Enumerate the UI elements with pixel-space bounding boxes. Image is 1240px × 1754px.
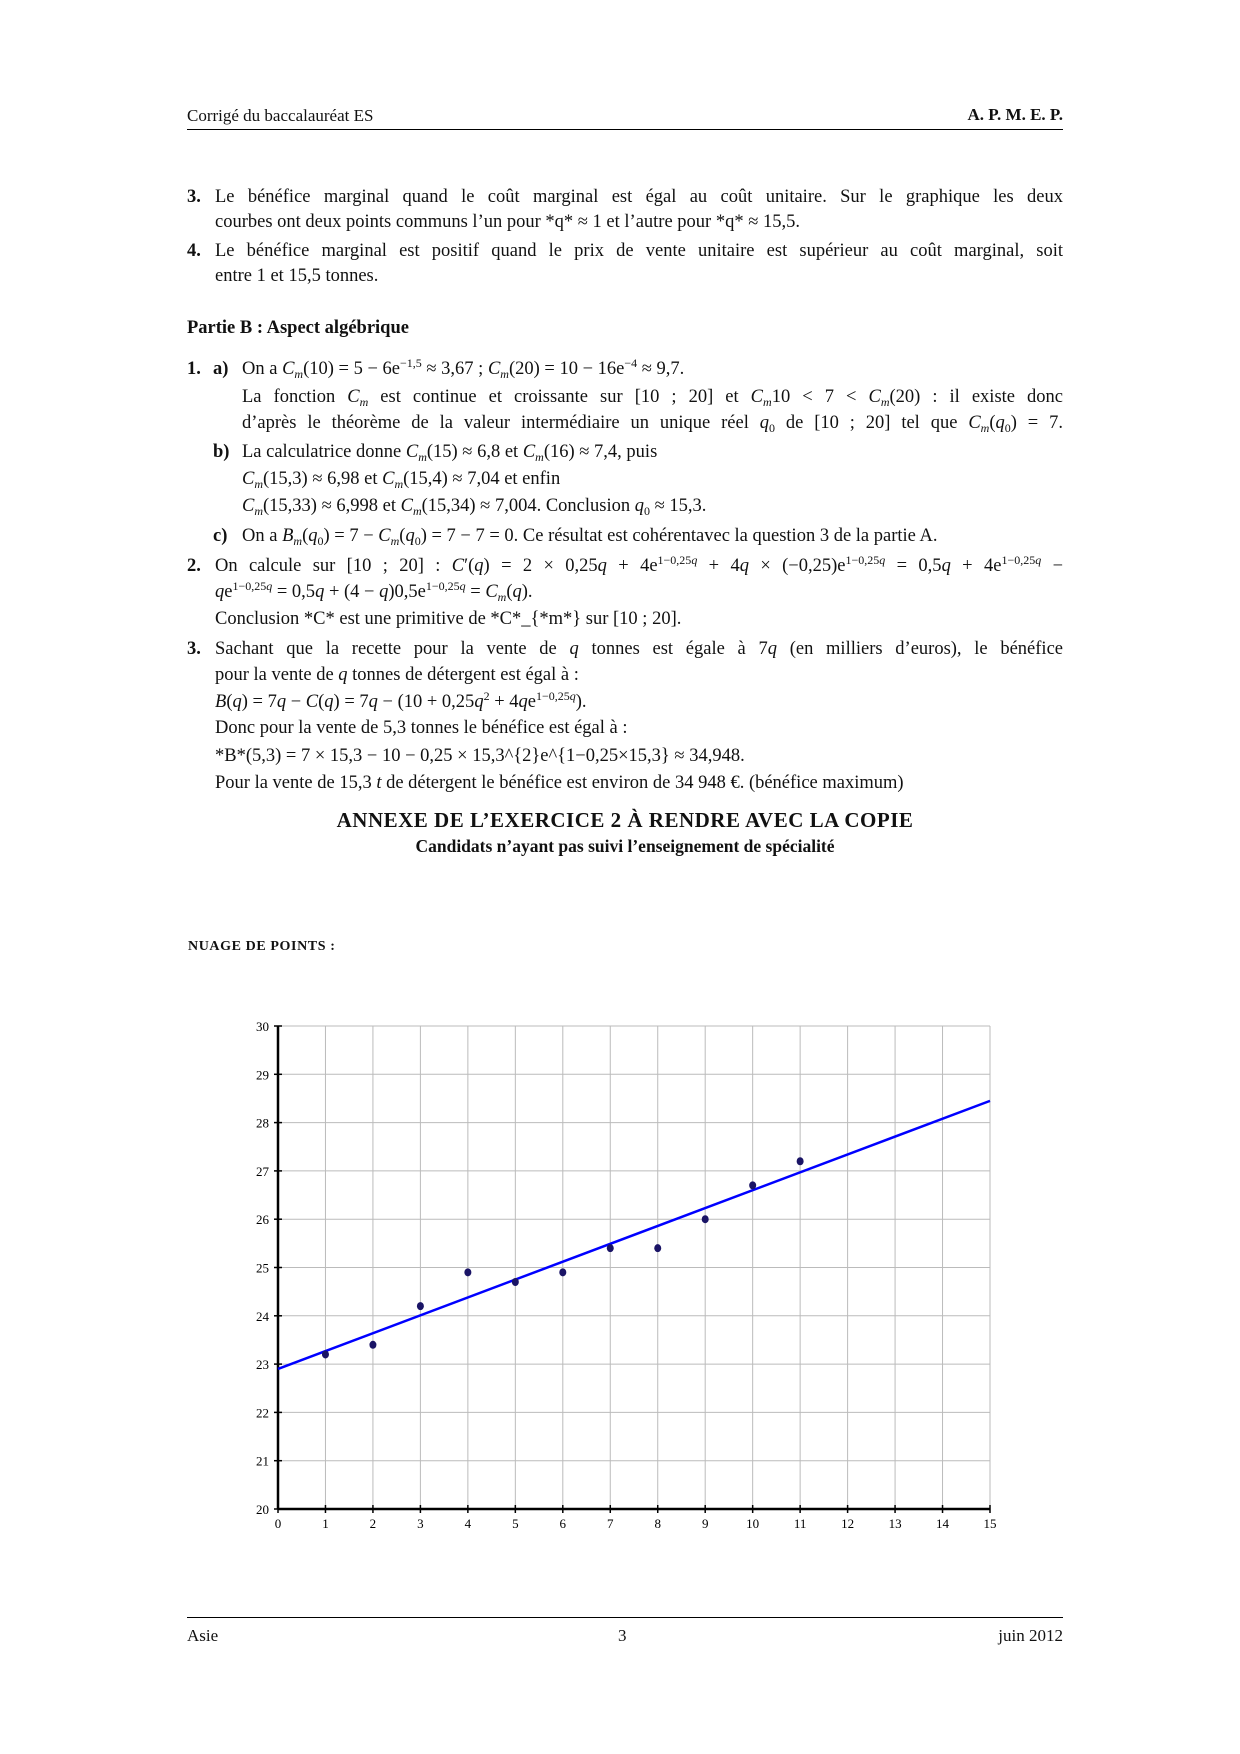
item-text-line: Le bénéfice marginal quand le coût marginal est égal au coût unitaire. Sur le graphique les deux [215,187,1063,207]
footer-right: juin 2012 [998,1626,1063,1645]
item-text-line: Pour la vente de 15,3 t de détergent le bénéfice est environ de 34 948 €. (bénéfice maximum) [215,773,904,793]
x-tick-label: 4 [464,1516,472,1531]
x-tick-label: 10 [746,1516,760,1531]
data-point [749,1181,756,1189]
x-tick-label: 15 [983,1516,997,1531]
item-number: 1. [187,359,201,379]
data-point [797,1157,804,1165]
item-text-line: Sachant que la recette pour la vente de q tonnes est égale à 7q (en milliers d’euros), le bénéfice [215,639,1063,659]
x-tick-label: 7 [607,1516,614,1531]
item-text-line: courbes ont deux points communs l’un pour *q* ≈ 1 et l’autre pour *q* ≈ 15,5. [215,212,800,232]
item-text-line: On a $C_m(10) = 5 - 6e^{-1,5} \approx 3,67$ ; $C_m(20) = 10 - 16e^{-4} \approx 9,7$. [242,356,685,381]
regression-line [278,1101,990,1369]
data-point [322,1350,329,1358]
chart-title: NUAGE DE POINTS : [188,939,336,954]
data-point [464,1268,471,1276]
footer-rule [187,1617,1063,1618]
data-point [559,1268,566,1276]
data-point [654,1244,661,1252]
y-tick-label: 27 [256,1163,269,1179]
y-tick-label: 25 [256,1260,269,1276]
y-tick-label: 28 [256,1115,269,1131]
x-tick-label: 0 [274,1516,282,1531]
annexe-subtitle: Candidats n’ayant pas suivi l’enseignement de spécialité [415,836,835,856]
data-point [607,1244,614,1252]
data-point [417,1302,424,1310]
data-point [702,1215,709,1223]
x-tick-label: 2 [369,1516,377,1531]
y-tick-label: 24 [256,1308,269,1324]
data-point [369,1341,376,1349]
item-text-line: $C_m(15,3) \approx 6,98$ et $C_m(15,4) \approx 7,04$ et enfin [242,469,561,491]
x-tick-label: 1 [322,1516,329,1531]
y-tick-label: 21 [256,1453,269,1469]
item-text-line: On calcule sur [10 ; 20] : $C'(q) = 2 \times 0,25q + 4e^{1-0,25q} + 4q \times (-0,25)e^{1-0,25q} = 0,5q + 4e^{1-0,25q}$ − [215,553,1064,576]
header-left: Corrigé du baccalauréat ES [187,106,374,125]
section-heading: Partie B : Aspect algébrique [187,318,409,338]
subitem-label: c) [213,526,228,546]
x-tick-label: 8 [654,1516,661,1531]
item-text-line: La calculatrice donne $C_m(15) \approx 6,8$ et $C_m(16) \approx 7,4$, puis [242,442,658,464]
x-tick-label: 3 [417,1516,424,1531]
item-text-line: La fonction $C_m$ est continue et croissante sur [10 ; 20] et $C_m10 < 7 < C_m(20)$ : il existe donc [242,387,1063,409]
x-tick-label: 14 [936,1516,950,1531]
item-number: 3. [187,639,201,659]
item-text-line: Donc pour la vente de 5,3 tonnes le bénéfice est égal à : [215,718,628,738]
subitem-label: a) [213,359,229,379]
header-right: A. P. M. E. P. [967,105,1063,124]
y-tick-label: 26 [256,1212,269,1228]
item-number: 2. [187,556,201,576]
x-tick-label: 13 [888,1516,902,1531]
item-text-line: Conclusion *C* est une primitive de *C*_{*m*} sur [10 ; 20]. [215,609,682,629]
item-text-line: $C_m(15,33) \approx 6,998$ et $C_m(15,34) \approx 7,004$. Conclusion $q_0 \approx 15,3$. [242,496,707,518]
item-text-line: entre 1 et 15,5 tonnes. [215,266,379,286]
y-tick-label: 30 [256,1019,269,1034]
item-text-line: $B(q) = 7q - C(q) = 7q - (10 + 0,25q^2 + 4qe^{1-0,25q})$. [215,689,587,712]
x-tick-label: 9 [701,1516,709,1531]
subitem-label: b) [213,442,230,462]
item-text-line: On a $B_m(q_0) = 7 - C_m(q_0) = 7 - 7 = 0$. Ce résultat est cohérentavec la question 3 de la partie A. [242,526,938,548]
page-number: 3 [618,1626,627,1645]
annexe-title: ANNEXE DE L’EXERCICE 2 À RENDRE AVEC LA COPIE [336,808,914,832]
item-text-line: pour la vente de q tonnes de détergent est égal à : [215,665,579,685]
y-tick-label: 29 [256,1067,269,1083]
item-number: 4. [187,241,201,261]
x-tick-label: 6 [559,1516,567,1531]
data-point [512,1278,519,1286]
y-tick-label: 22 [256,1405,269,1421]
item-text-line: *B*(5,3) = 7 × 15,3 − 10 − 0,25 × 15,3^{2}e^{1−0,25×15,3} ≈ 34,948. [215,746,745,766]
footer-left: Asie [187,1626,219,1645]
item-text-line: d’après le théorème de la valeur intermédiaire un unique réel $q_0$ de [10 ; 20] tel que $C_m(q_0) = 7$. [242,413,1063,435]
y-tick-label: 23 [256,1357,269,1373]
item-text-line: Le bénéfice marginal est positif quand le prix de vente unitaire est supérieur au coût marginal, soit [215,241,1063,261]
item-number: 3. [187,187,201,207]
x-tick-label: 12 [841,1516,855,1531]
y-tick-label: 20 [256,1502,269,1517]
x-tick-label: 5 [512,1516,519,1531]
item-text-line: $qe^{1-0,25q} = 0,5q + (4 - q)0,5e^{1-0,25q} = C_m(q)$. [215,579,533,604]
x-tick-label: 11 [793,1516,807,1531]
